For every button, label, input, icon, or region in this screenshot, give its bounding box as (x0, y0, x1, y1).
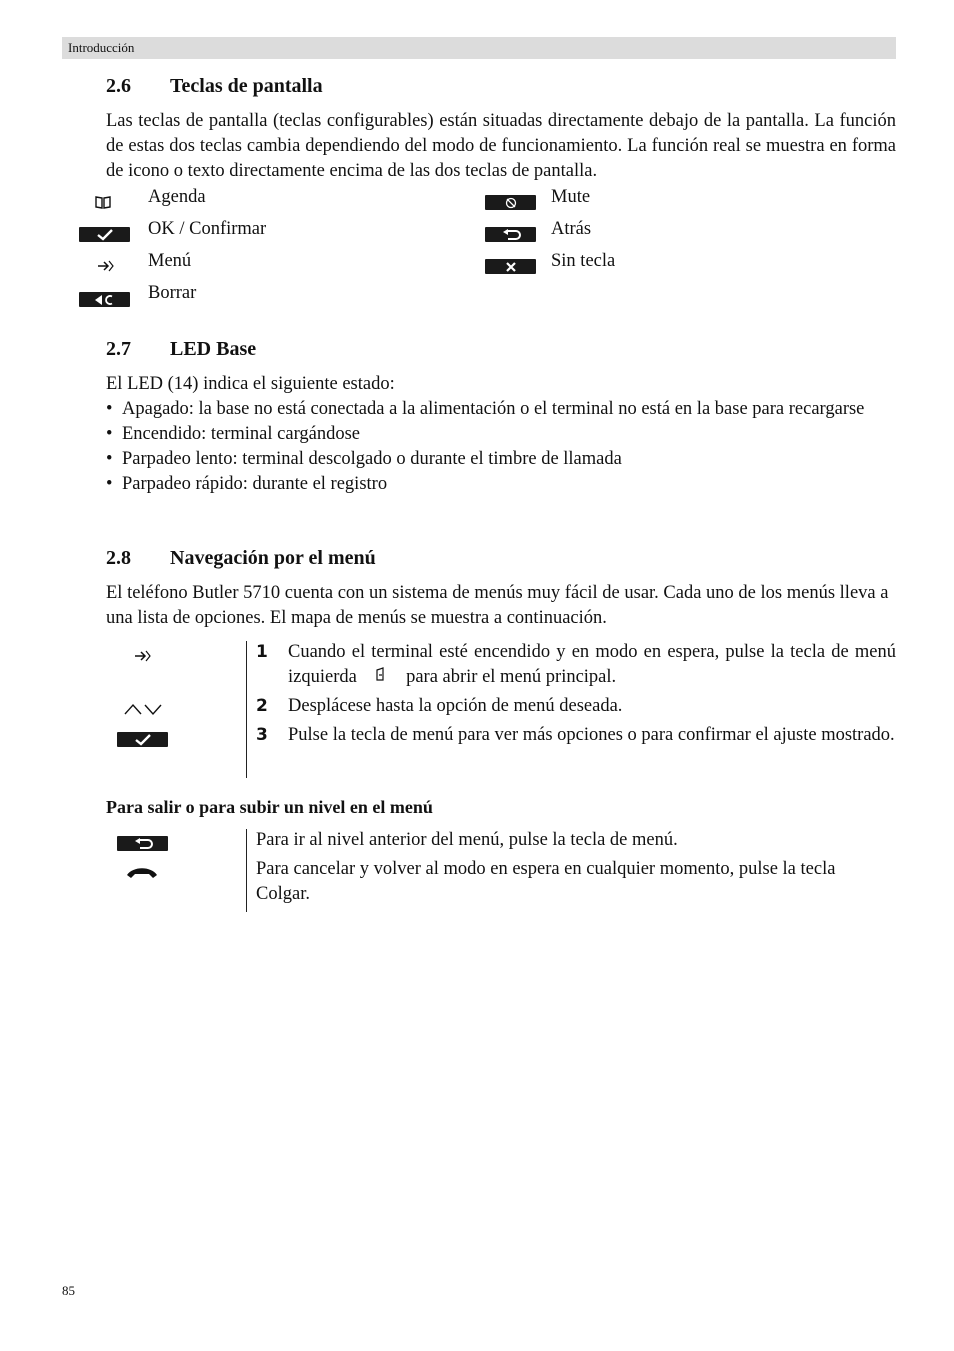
exit-line-back: Para ir al nivel anterior del menú, pulse la tecla de menú. (256, 830, 678, 850)
ok-softkey-icon (117, 732, 168, 747)
section-2-7-intro: El LED (14) indica el siguiente estado: (106, 374, 395, 394)
left-softkey-icon (361, 665, 401, 690)
list-item: • Encendido: terminal cargándose (106, 424, 361, 444)
phonebook-icon (90, 193, 116, 211)
mute-softkey-icon (485, 195, 536, 210)
steps-divider (246, 641, 247, 778)
section-2-6-heading (106, 74, 323, 98)
back-softkey-icon (485, 227, 536, 242)
softkey-label-ok: OK / Confirmar (148, 219, 267, 239)
running-header-text: Introducción (68, 40, 135, 55)
softkey-label-agenda: Agenda (148, 187, 206, 207)
step-3: 3 Pulse la tecla de menú para ver más opciones o para confirmar el ajuste mostrado. (256, 725, 895, 745)
section-title: Navegación por el menú (170, 547, 376, 569)
menu-key-icon (94, 257, 118, 275)
exit-divider (246, 829, 247, 912)
step-1: 1 Cuando el terminal esté encendido y en modo en espera, pulse la tecla de menú izquierda para abrir el menú principal. (256, 640, 896, 690)
section-2-6-body: Las teclas de pantalla (teclas configurables) están situadas directamente debajo de la pantalla. La función de estas dos teclas cambia dependiendo del modo de funcionamiento. La función real se muestra en forma de icono o texto directamente encima de las dos teclas de pantalla. (106, 111, 896, 181)
section-number: 2.8 (106, 547, 131, 569)
section-2-7-heading (106, 337, 256, 361)
led-status-list (106, 397, 896, 497)
ok-softkey-icon (79, 227, 130, 242)
clear-softkey-icon (79, 292, 130, 307)
menu-key-icon (130, 647, 156, 665)
back-softkey-icon (117, 836, 168, 851)
exit-line-cancel: Para cancelar y volver al modo en espera en cualquier momento, pulse la tecla Colgar. (256, 859, 836, 904)
exit-menu-subheading: Para salir o para subir un nivel en el menú (106, 797, 433, 817)
softkey-label-borrar: Borrar (148, 283, 197, 303)
hang-up-icon (122, 864, 162, 882)
section-number: 2.7 (106, 338, 131, 360)
step-2: 2 Desplácese hasta la opción de menú deseada. (256, 696, 623, 716)
softkey-label-mute: Mute (551, 187, 591, 207)
section-title: Teclas de pantalla (170, 75, 323, 97)
list-item: • Parpadeo lento: terminal descolgado o durante el timbre de llamada (106, 449, 622, 469)
softkey-label-atras: Atrás (551, 219, 592, 239)
page-number: 85 (62, 1283, 75, 1298)
up-down-arrows-icon (120, 700, 166, 718)
section-2-8-heading (106, 546, 376, 570)
running-header (62, 37, 896, 59)
no-key-softkey-icon (485, 259, 536, 274)
softkey-label-sin-tecla: Sin tecla (551, 251, 616, 271)
section-number: 2.6 (106, 75, 131, 97)
list-item: • Apagado: la base no está conectada a la alimentación o el terminal no está en la base para recargarse (106, 399, 865, 419)
list-item: • Parpadeo rápido: durante el registro (106, 474, 388, 494)
section-2-8-intro: El teléfono Butler 5710 cuenta con un sistema de menús muy fácil de usar. Cada uno de los menús lleva a una lista de opciones. El mapa de menús se muestra a continuación. (106, 583, 889, 628)
softkey-label-menu: Menú (148, 251, 192, 271)
section-title: LED Base (170, 338, 257, 360)
